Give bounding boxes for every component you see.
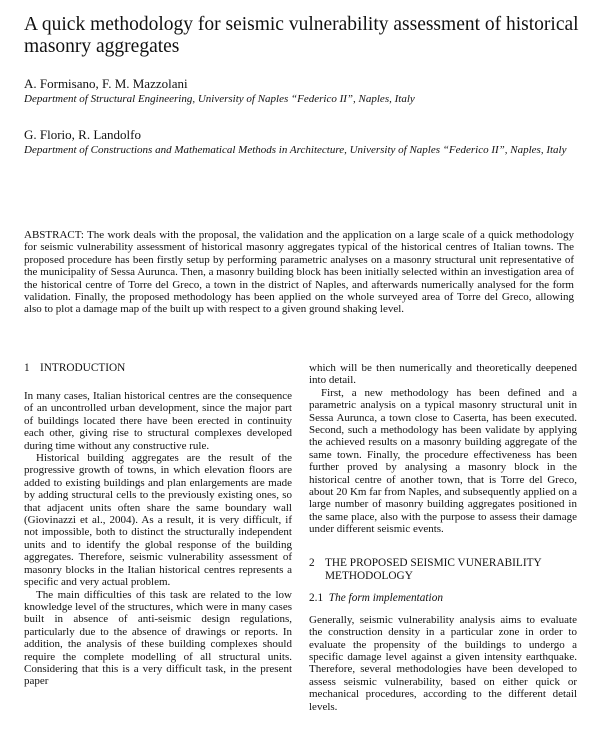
subsection-heading (309, 592, 577, 605)
section-title: THE PROPOSED SEISMIC VUNERABILITY METHODOLOGY (325, 556, 542, 582)
author-block-1 (24, 76, 584, 106)
section-title: INTRODUCTION (40, 362, 126, 374)
author-block-2 (24, 127, 584, 157)
author-affiliation: Department of Constructions and Mathematical Methods in Architecture, University of Naples “Federico II”, Naples, Italy (24, 144, 567, 156)
body-paragraph: which will be then numerically and theoretically deepened into detail. (309, 362, 577, 387)
body-paragraph: Historical building aggregates are the result of the progressive growth of towns, in which elevation floors are added to existing buildings and plan enlargements are made by adding structural cells to the previously existing ones, so that adjacent units often share the same boundary wall (Giovinazzi et al., 2004). As a result, it is very difficult, if not impossible, both to distinct the structurally independent units and to identify the global response of the building aggregates. Therefore, seismic vulnerability assessment of masonry blocks in the Italian historical centres represents a specific and very actual problem. (24, 452, 292, 589)
left-column (24, 362, 292, 688)
paper-title: A quick methodology for seismic vulnerability assessment of historical masonry aggregates (24, 14, 579, 57)
section-heading (24, 362, 292, 375)
body-paragraph: Generally, seismic vulnerability analysis aims to evaluate the construction density in a particular zone in order to evaluate the propensity of the buildings to undergo a specific damage level against a given intensity earthquake. Therefore, several methodologies have been developed to assess seismic vulnerability, based on either quick or mechanical procedures, according to the different detail levels. (309, 613, 577, 713)
author-affiliation: Department of Structural Engineering, University of Naples “Federico II”, Naples, Italy (24, 93, 415, 105)
subsection-title: The form implementation (328, 591, 443, 604)
body-paragraph: First, a new methodology has been defined and a parametric analysis on a typical masonry structural unit in Sessa Aurunca, a town close to Caserta, has been executed. Second, such a methodology has been validate by applying the achieved results on a masonry building aggregate of the same town. Finally, the procedure effectiveness has been further proved by analysing a masonry block in the historical centre of another town, that is Torre del Greco, about 20 Km far from Naples, and subsequently applied on a large number of masonry building aggregates positioned in the same place, also with the purpose to assess their damage under different seismic events. (309, 386, 577, 536)
author-names: G. Florio, R. Landolfo (24, 127, 141, 142)
abstract: ABSTRACT: The work deals with the proposal, the validation and the application on a large scale of a quick methodology for seismic vulnerability assessment of historical masonry aggregates typical of the historical centres of Italian towns. The proposed procedure has been firstly setup by performing parametric analyses on a masonry structural unit representative of the municipality of Sessa Aurunca. Then, a masonry building block has been initially selected within an investigation area of the historical centre of Torre del Greco, a town in the district of Naples, and afterwards numerically analysed for the form validation. Finally, the proposed methodology has been applied on the whole surveyed area of Torre del Greco, allowing also to plot a damage map of the built up with respect to a given ground shaking level. (24, 229, 574, 316)
author-names: A. Formisano, F. M. Mazzolani (24, 76, 188, 91)
body-paragraph: In many cases, Italian historical centres are the consequence of an uncontrolled urban development, since the major part of buildings located there have been erected in continuity each other, giving rise to structural complexes developed during time without any constructive rule. (24, 390, 292, 452)
subsection-number: 2.1 (309, 591, 324, 604)
section-number: 1 (24, 362, 30, 374)
right-column (309, 362, 577, 713)
section-heading (309, 557, 577, 583)
section-number: 2 (309, 556, 315, 569)
body-paragraph: The main difficulties of this task are related to the low knowledge level of the structures, which were in many cases built in absence of anti-seismic design regulations, particularly due to the absence of drawings or reports. In addition, the analysis of these building complexes should require the complete modelling of all structural units. Considering that this is a very difficult task, in the present paper (24, 588, 292, 688)
